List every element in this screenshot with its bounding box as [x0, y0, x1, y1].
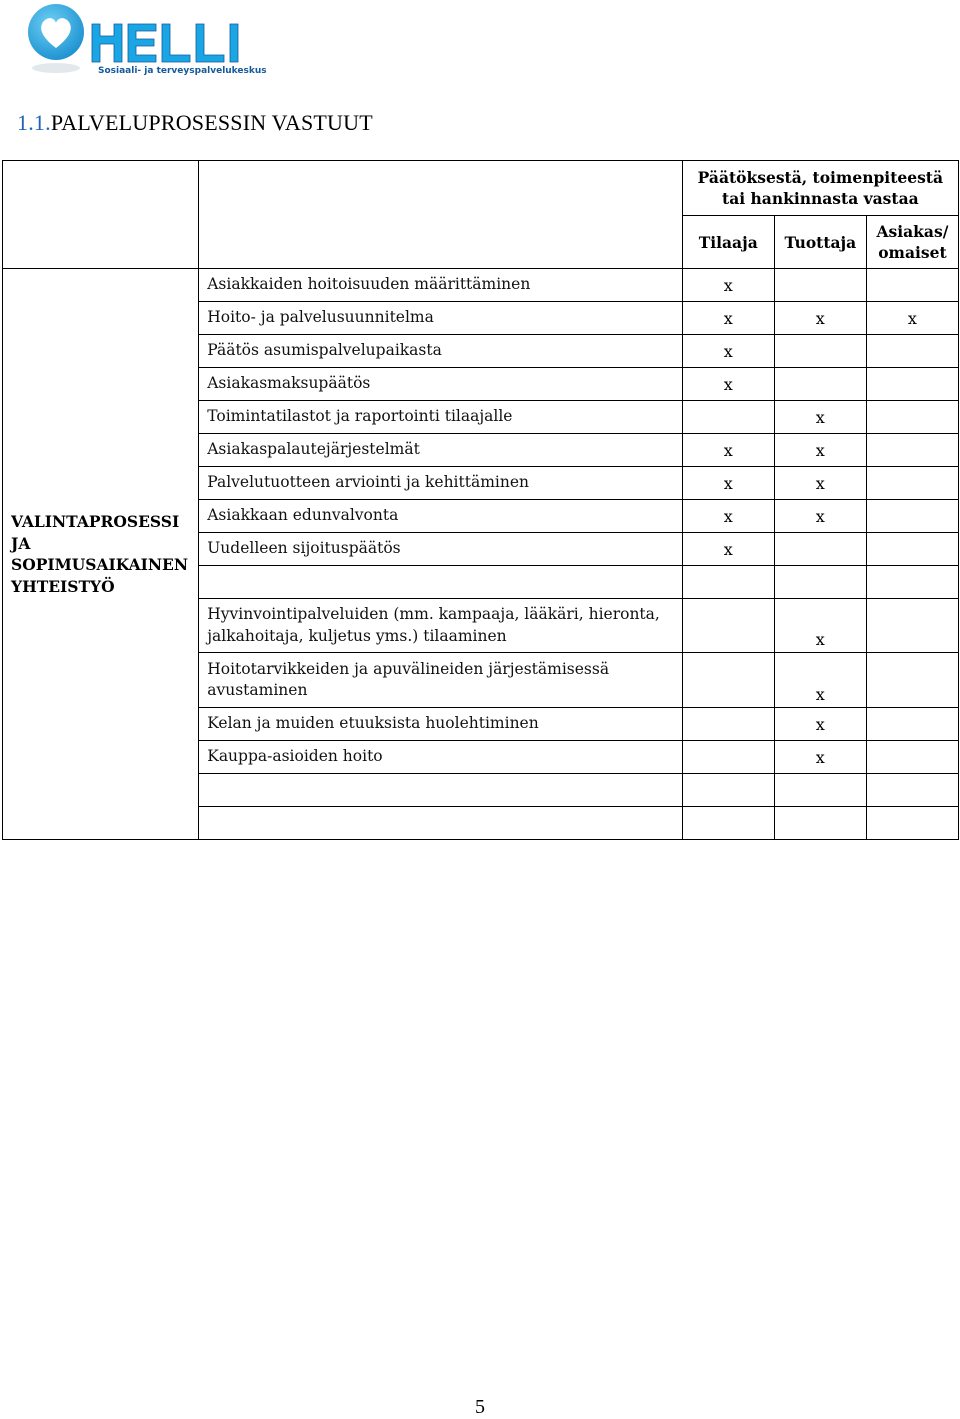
mark-asiakas — [866, 741, 958, 774]
mark-tilaaja — [682, 401, 774, 434]
mark-asiakas — [866, 368, 958, 401]
mark-tilaaja: x — [682, 467, 774, 500]
mark-tuottaja — [774, 774, 866, 807]
mark-asiakas — [866, 335, 958, 368]
mark-asiakas — [866, 269, 958, 302]
header-tuottaja: Tuottaja — [774, 216, 866, 269]
mark-tuottaja — [774, 566, 866, 599]
mark-asiakas — [866, 653, 958, 708]
task-cell: Päätös asumispalvelupaikasta — [199, 335, 682, 368]
mark-tilaaja: x — [682, 269, 774, 302]
task-cell: Asiakaspalautejärjestelmät — [199, 434, 682, 467]
phase-label: VALINTAPROSESSI JA SOPIMUSAIKAINEN YHTEISTYÖ — [3, 269, 199, 840]
mark-asiakas — [866, 500, 958, 533]
header-tilaaja: Tilaaja — [682, 216, 774, 269]
mark-tilaaja — [682, 599, 774, 653]
mark-tilaaja — [682, 807, 774, 840]
mark-tilaaja: x — [682, 368, 774, 401]
mark-tilaaja: x — [682, 335, 774, 368]
mark-tilaaja — [682, 708, 774, 741]
mark-tuottaja — [774, 269, 866, 302]
mark-tilaaja — [682, 566, 774, 599]
mark-asiakas — [866, 599, 958, 653]
mark-tilaaja — [682, 653, 774, 708]
mark-tilaaja: x — [682, 302, 774, 335]
task-cell: Uudelleen sijoituspäätös — [199, 533, 682, 566]
table-row — [3, 269, 959, 302]
mark-tilaaja — [682, 741, 774, 774]
mark-tuottaja: x — [774, 467, 866, 500]
mark-asiakas — [866, 774, 958, 807]
mark-tuottaja: x — [774, 434, 866, 467]
mark-asiakas — [866, 807, 958, 840]
logo-tagline: Sosiaali- ja terveyspalvelukeskus — [98, 66, 266, 76]
task-cell: Hoitotarvikkeiden ja apuvälineiden järjestämisessä avustaminen — [199, 653, 682, 708]
task-cell: Hoito- ja palvelusuunnitelma — [199, 302, 682, 335]
section-title: PALVELUPROSESSIN VASTUUT — [50, 110, 373, 135]
mark-tilaaja: x — [682, 434, 774, 467]
mark-tuottaja: x — [774, 500, 866, 533]
mark-asiakas — [866, 533, 958, 566]
helli-logo — [26, 2, 266, 82]
helli-logo-graphic — [26, 2, 266, 82]
mark-tuottaja: x — [774, 653, 866, 708]
mark-tilaaja — [682, 774, 774, 807]
mark-asiakas — [866, 708, 958, 741]
mark-tuottaja: x — [774, 741, 866, 774]
task-cell — [199, 807, 682, 840]
mark-asiakas — [866, 401, 958, 434]
responsibility-table — [2, 160, 959, 840]
mark-tilaaja: x — [682, 500, 774, 533]
header-asiakas-omaiset: Asiakas/ omaiset — [866, 216, 958, 269]
mark-tilaaja: x — [682, 533, 774, 566]
task-cell: Kauppa-asioiden hoito — [199, 741, 682, 774]
mark-tuottaja — [774, 335, 866, 368]
section-heading — [17, 110, 373, 136]
mark-asiakas — [866, 566, 958, 599]
task-cell — [199, 774, 682, 807]
mark-tuottaja — [774, 533, 866, 566]
task-cell: Toimintatilastot ja raportointi tilaajalle — [199, 401, 682, 434]
mark-tuottaja: x — [774, 302, 866, 335]
page-number: 5 — [475, 1396, 485, 1418]
mark-asiakas — [866, 467, 958, 500]
task-cell: Kelan ja muiden etuuksista huolehtiminen — [199, 708, 682, 741]
task-cell: Hyvinvointipalveluiden (mm. kampaaja, lääkäri, hieronta, jalkahoitaja, kuljetus yms.) tilaaminen — [199, 599, 682, 653]
task-cell: Asiakkaiden hoitoisuuden määrittäminen — [199, 269, 682, 302]
task-cell: Asiakkaan edunvalvonta — [199, 500, 682, 533]
mark-tuottaja — [774, 807, 866, 840]
mark-tuottaja — [774, 368, 866, 401]
section-number: 1.1. — [17, 110, 51, 135]
header-empty-phase — [3, 161, 199, 269]
task-cell: Palvelutuotteen arviointi ja kehittäminen — [199, 467, 682, 500]
header-responsible-group: Päätöksestä, toimenpiteestä tai hankinnasta vastaa — [682, 161, 958, 216]
mark-asiakas — [866, 434, 958, 467]
mark-tuottaja: x — [774, 708, 866, 741]
task-cell — [199, 566, 682, 599]
mark-tuottaja: x — [774, 599, 866, 653]
task-cell: Asiakasmaksupäätös — [199, 368, 682, 401]
header-empty-task — [199, 161, 682, 269]
mark-asiakas: x — [866, 302, 958, 335]
mark-tuottaja: x — [774, 401, 866, 434]
